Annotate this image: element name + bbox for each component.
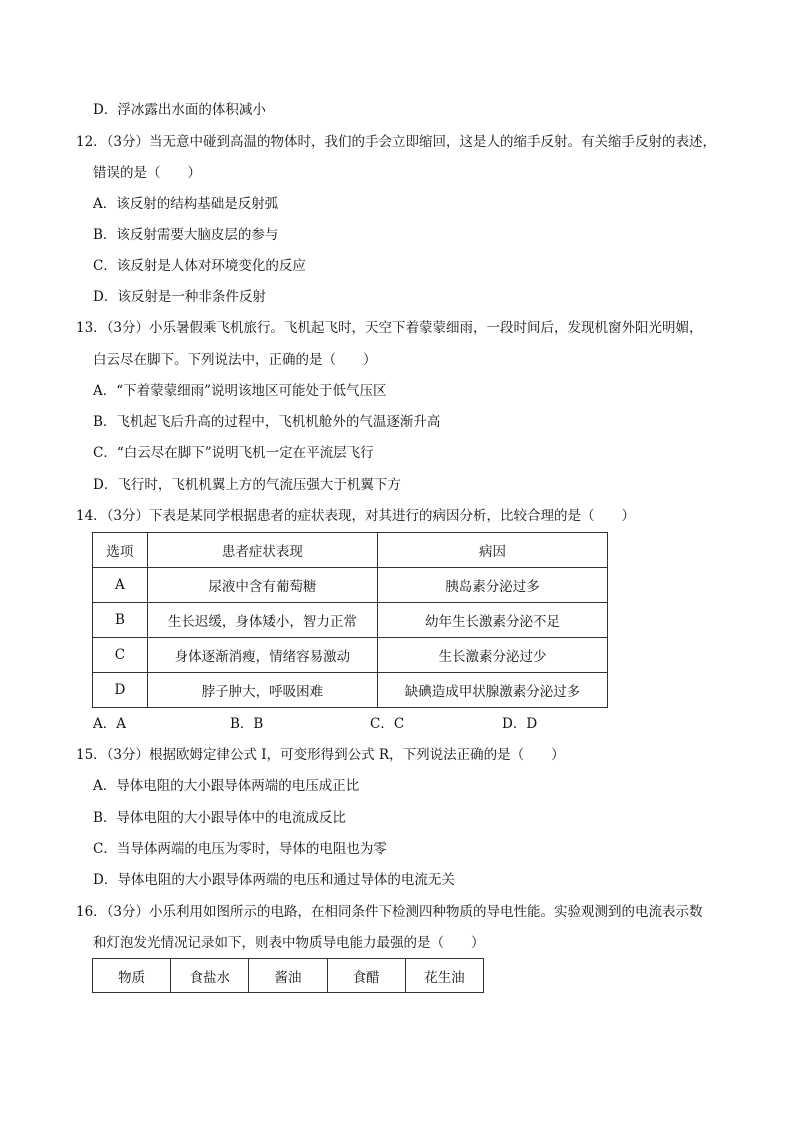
q13-option-b: B．飞机起飞后升高的过程中，飞机机舱外的气温逐渐升高: [93, 414, 441, 430]
table-cell: 脖子肿大，呼吸困难: [147, 673, 377, 708]
table-cell: 生长迟缓，身体矮小，智力正常: [147, 603, 377, 638]
table-header-cell: 选项: [93, 533, 148, 568]
q16-table: [92, 958, 484, 993]
table-header-row: [93, 533, 608, 568]
q12-option-a: A．该反射的结构基础是反射弧: [93, 196, 279, 212]
table-cell: D: [93, 673, 148, 708]
q14-answer-d: D．D: [502, 716, 538, 732]
table-cell: 生长激素分泌过少: [377, 638, 607, 673]
q12-stem-line1: 12．（3分）当无意中碰到高温的物体时，我们的手会立即缩回，这是人的缩手反射。有关缩手反射的表述，: [76, 134, 717, 150]
table-cell: 胰岛素分泌过多: [377, 568, 607, 603]
table-cell: 尿液中含有葡萄糖: [147, 568, 377, 603]
table-row: [93, 603, 608, 638]
table-header-row: [93, 959, 484, 993]
q12-stem-line2: 错误的是（ ）: [93, 165, 201, 181]
q16-stem-line1: 16．（3分）小乐利用如图所示的电路，在相同条件下检测四种物质的导电性能。实验观测到的电流表示数: [76, 904, 703, 920]
q15-option-d: D．导体电阻的大小跟导体两端的电压和通过导体的电流无关: [93, 872, 455, 888]
table-cell: C: [93, 638, 148, 673]
q13-option-a: A．“下着蒙蒙细雨”说明该地区可能处于低气压区: [93, 383, 387, 399]
q13-stem-line2: 白云尽在脚下。下列说法中，正确的是（ ）: [93, 352, 377, 368]
table-row: [93, 638, 608, 673]
q13-option-d: D．飞行时，飞机机翼上方的气流压强大于机翼下方: [93, 477, 401, 493]
q14-stem: 14．（3分）下表是某同学根据患者的症状表现，对其进行的病因分析，比较合理的是（ ）: [76, 508, 636, 524]
q14-answer-a: A．A: [93, 716, 126, 732]
table-header-cell: 食醋: [327, 959, 405, 993]
q12-option-c: C．该反射是人体对环境变化的反应: [93, 258, 306, 274]
table-cell: 幼年生长激素分泌不足: [377, 603, 607, 638]
table-cell: A: [93, 568, 148, 603]
q15-option-c: C．当导体两端的电压为零时，导体的电阻也为零: [93, 841, 387, 857]
table-cell: B: [93, 603, 148, 638]
table-cell: 缺碘造成甲状腺激素分泌过多: [377, 673, 607, 708]
q13-option-c: C．“白云尽在脚下”说明飞机一定在平流层飞行: [93, 445, 374, 461]
table-header-cell: 物质: [93, 959, 171, 993]
table-header-cell: 食盐水: [171, 959, 249, 993]
q11-option-d: D．浮冰露出水面的体积减小: [93, 102, 266, 118]
table-cell: 身体逐渐消瘦，情绪容易激动: [147, 638, 377, 673]
q14-table: [92, 532, 608, 708]
q12-option-b: B．该反射需要大脑皮层的参与: [93, 227, 279, 243]
q16-stem-line2: 和灯泡发光情况记录如下，则表中物质导电能力最强的是（ ）: [93, 935, 485, 951]
q15-option-a: A．导体电阻的大小跟导体两端的电压成正比: [93, 778, 360, 794]
table-row: [93, 673, 608, 708]
q12-option-d: D．该反射是一种非条件反射: [93, 289, 266, 305]
table-header-cell: 酱油: [249, 959, 327, 993]
table-header-cell: 患者症状表现: [147, 533, 377, 568]
q13-stem-line1: 13．（3分）小乐暑假乘飞机旅行。飞机起飞时，天空下着蒙蒙细雨，一段时间后，发现机窗外阳光明媚，: [76, 320, 703, 336]
table-header-cell: 花生油: [405, 959, 483, 993]
table-row: [93, 568, 608, 603]
q15-stem: 15．（3分）根据欧姆定律公式 I，可变形得到公式 R，下列说法正确的是（ ）: [76, 747, 565, 763]
table-header-cell: 病因: [377, 533, 607, 568]
q15-option-b: B．导体电阻的大小跟导体中的电流成反比: [93, 810, 346, 826]
q14-answer-c: C．C: [370, 716, 405, 732]
q14-answer-b: B．B: [230, 716, 264, 732]
